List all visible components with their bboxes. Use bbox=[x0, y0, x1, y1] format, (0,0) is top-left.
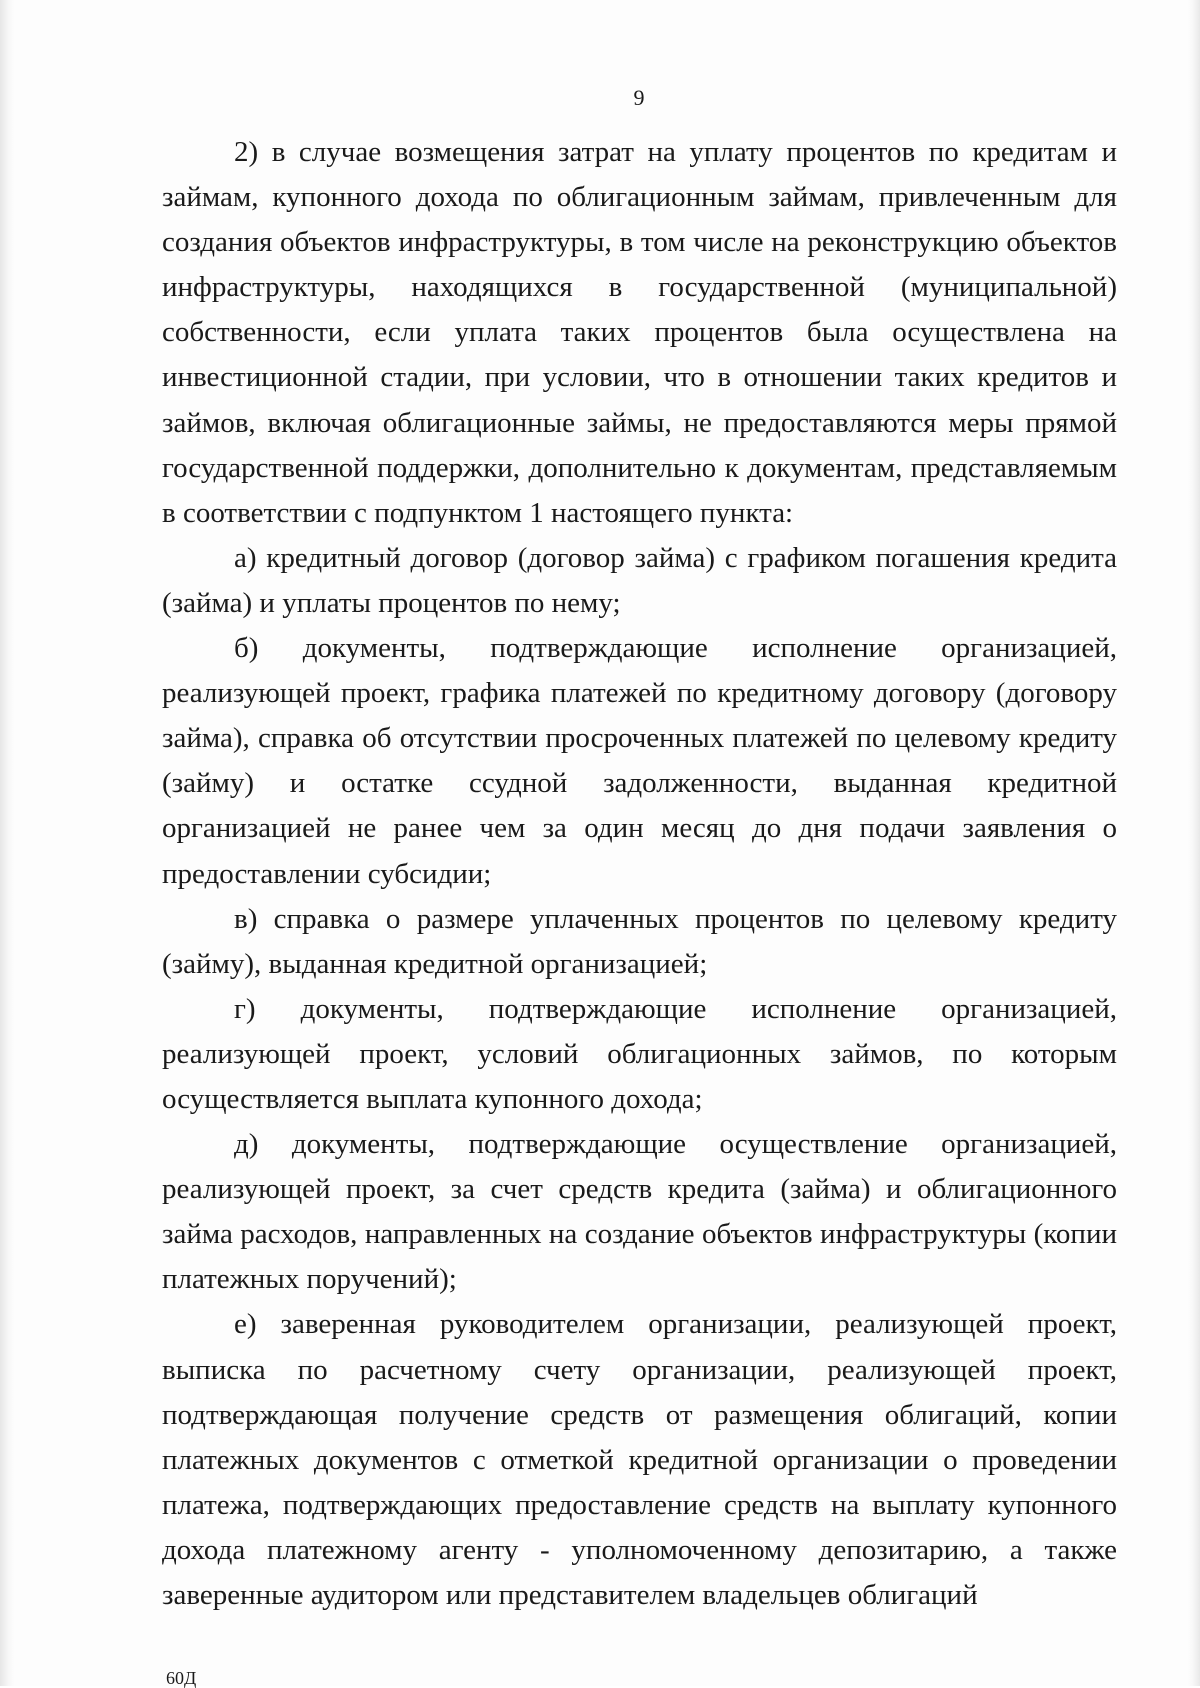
paragraph-subitem-d: д) документы, подтверждающие осуществление организацией, реализующей проект, за счет средств кредита (займа) и облигационного займа расходов, направленных на создание объектов инфраструктуры (копии платежных поручений); bbox=[162, 1128, 1117, 1296]
paragraph-subitem-v: в) справка о размере уплаченных процентов по целевому кредиту (займу), выданная кредитной организацией; bbox=[162, 902, 1117, 980]
paragraph-subitem-e: е) заверенная руководителем организации, реализующей проект, выписка по расчетному счету организации, реализующей проект, подтверждающая получение средств от размещения облигаций, копии платежных документов с отметкой кредитной организации о проведении платежа, подтверждающих предоставление средств на выплату купонного дохода платежному агенту - уполномоченному депозитарию, а также заверенные аудитором или представителем владельцев облигаций bbox=[162, 1308, 1117, 1611]
scan-edge-left bbox=[0, 0, 14, 1686]
scan-edge-right bbox=[1188, 0, 1200, 1686]
document-body bbox=[162, 130, 1117, 1618]
paragraph-subitem-b: б) документы, подтверждающие исполнение организацией, реализующей проект, графика платежей по кредитному договору (договору займа), справка об отсутствии просроченных платежей по целевому кредиту (займу) и остатке ссудной задолженности, выданная кредитной организацией не ранее чем за один месяц до дня подачи заявления о предоставлении субсидии; bbox=[162, 632, 1117, 890]
paragraph-subitem-g: г) документы, подтверждающие исполнение организацией, реализующей проект, условий облигационных займов, по которым осуществляется выплата купонного дохода; bbox=[162, 992, 1117, 1115]
paragraph-subitem-a: а) кредитный договор (договор займа) с графиком погашения кредита (займа) и уплаты процентов по нему; bbox=[162, 541, 1117, 619]
paragraph-item-2: 2) в случае возмещения затрат на уплату процентов по кредитам и займам, купонного дохода по облигационным займам, привлеченным для создания объектов инфраструктуры, в том числе на реконструкцию объектов инфраструктуры, находящихся в государственной (муниципальной) собственности, если уплата таких процентов была осуществлена на инвестиционной стадии, при условии, что в отношении таких кредитов и займов, включая облигационные займы, не предоставляются меры прямой государственной поддержки, дополнительно к документам, представляемым в соответствии с подпунктом 1 настоящего пункта: bbox=[162, 136, 1117, 529]
footer-document-code: 60Д bbox=[166, 1668, 197, 1688]
page-number: 9 bbox=[633, 85, 645, 110]
